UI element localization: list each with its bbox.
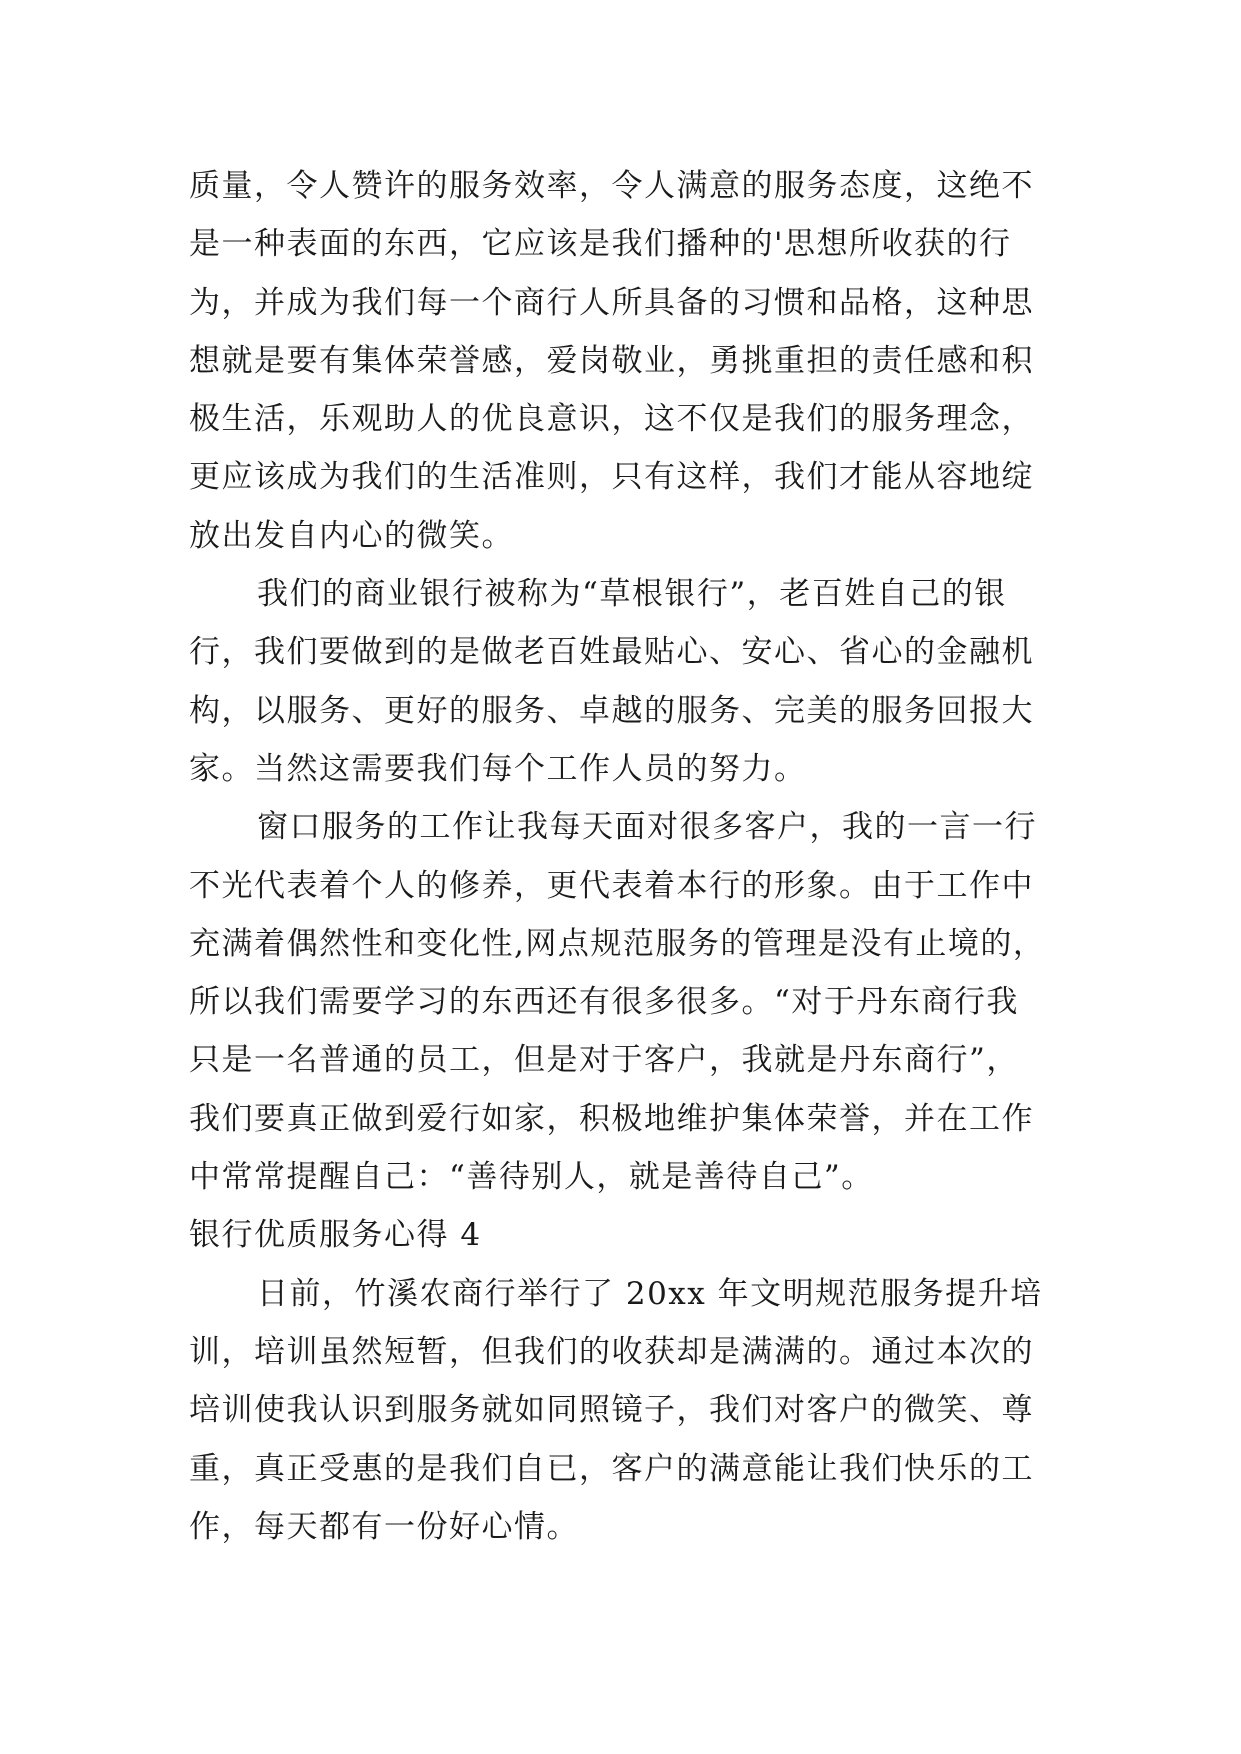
text-line: 我们要真正做到爱行如家，积极地维护集体荣誉，并在工作 — [189, 1100, 1034, 1137]
text-line: 想就是要有集体荣誉感，爱岗敬业，勇挑重担的责任感和积 — [189, 342, 1034, 379]
text-line: 只是一名普通的员工，但是对于客户，我就是丹东商行”， — [189, 1042, 1019, 1079]
text-line: 窗口服务的工作让我每天面对很多客户，我的一言一行 — [257, 809, 1037, 846]
text-line: 充满着偶然性和变化性,网点规范服务的管理是没有止境的， — [189, 925, 1046, 962]
text-line: 培训使我认识到服务就如同照镜子，我们对客户的微笑、尊 — [189, 1392, 1034, 1429]
text-line: 作，每天都有一份好心情。 — [189, 1508, 579, 1545]
text-line: 银行优质服务心得 4 — [189, 1217, 482, 1254]
text-line: 构，以服务、更好的服务、卓越的服务、完美的服务回报大 — [189, 692, 1034, 729]
text-line: 为，并成为我们每一个商行人所具备的习惯和品格，这种思 — [189, 284, 1034, 321]
text-line: 不光代表着个人的修养，更代表着本行的形象。由于工作中 — [189, 867, 1034, 904]
text-line: 重，真正受惠的是我们自已，客户的满意能让我们快乐的工 — [189, 1450, 1034, 1487]
text-line: 家。当然这需要我们每个工作人员的努力。 — [189, 750, 807, 787]
text-line: 日前，竹溪农商行举行了 20xx 年文明规范服务提升培 — [257, 1275, 1043, 1312]
text-line: 中常常提醒自己：“善待别人，就是善待自己”。 — [189, 1159, 874, 1196]
text-line: 所以我们需要学习的东西还有很多很多。“对于丹东商行我 — [189, 984, 1019, 1021]
text-line: 更应该成为我们的生活准则，只有这样，我们才能从容地绽 — [189, 459, 1034, 496]
text-line: 训，培训虽然短暂，但我们的收获却是满满的。通过本次的 — [189, 1333, 1034, 1370]
text-line: 质量，令人赞许的服务效率，令人满意的服务态度，这绝不 — [189, 168, 1034, 204]
text-line: 是一种表面的东西，它应该是我们播种的'思想所收获的行 — [189, 226, 1012, 263]
text-line: 我们的商业银行被称为“草根银行”，老百姓自己的银 — [257, 576, 1007, 613]
text-line: 极生活，乐观助人的优良意识，这不仅是我们的服务理念， — [189, 401, 1034, 438]
text-line: 放出发自内心的微笑。 — [189, 517, 514, 554]
document-body — [189, 157, 1069, 1556]
text-line: 行，我们要做到的是做老百姓最贴心、安心、省心的金融机 — [189, 634, 1034, 671]
